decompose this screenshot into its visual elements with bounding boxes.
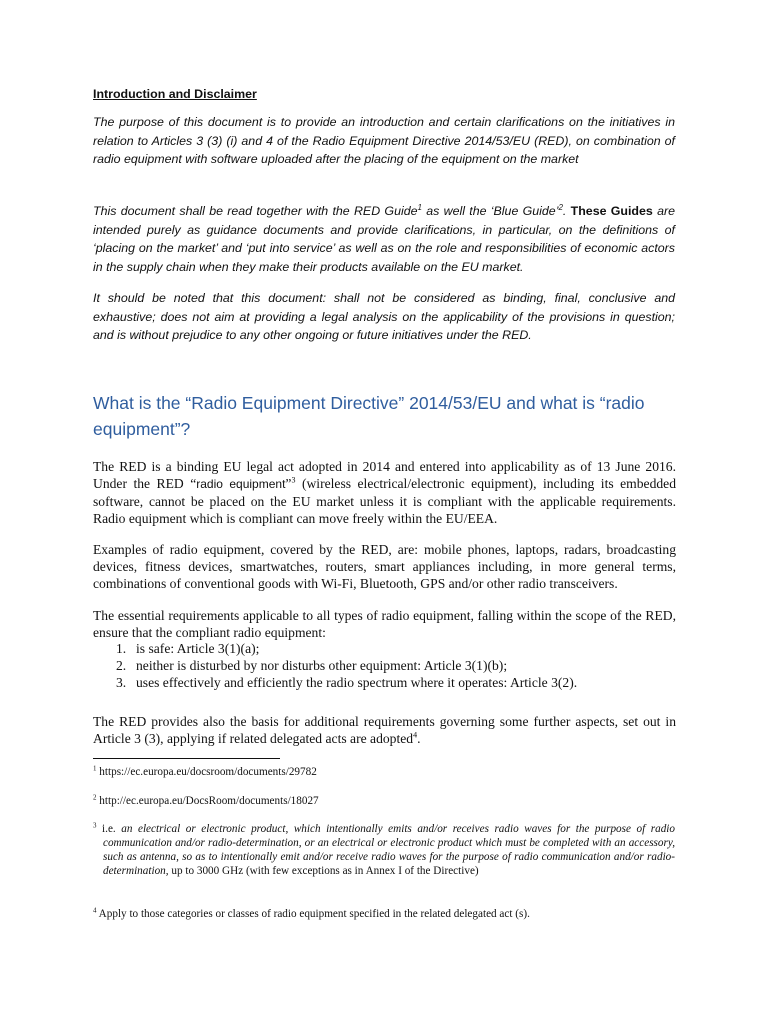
body-paragraph-additional <box>93 713 676 747</box>
section-heading: What is the “Radio Equipment Directive” 2014/53/EU and what is “radio equipment”? <box>93 393 645 439</box>
text-span: The RED is a binding EU legal act adopted in 2014 and entered into applicability as of 13 June 2016. Under the RED “ <box>93 459 676 491</box>
text-span: The RED provides also the basis for additional requirements governing some further aspects, set out in Article 3 (3), applying if related delegated acts are adopted <box>93 714 676 746</box>
text-span: as well the ‘Blue Guide’ <box>421 204 559 218</box>
list-text: uses effectively and efficiently the radio spectrum where it operates: Article 3(2). <box>136 675 578 690</box>
footnote-ref-4: 4 <box>413 730 418 740</box>
list-item <box>93 640 653 657</box>
footnote-link[interactable]: http://ec.europa.eu/DocsRoom/documents/18027 <box>96 795 319 807</box>
footnote-3 <box>93 822 675 878</box>
list-number: 1. <box>116 641 127 656</box>
term-radio-equipment: radio equipment <box>196 477 286 491</box>
text-span: . <box>417 731 421 746</box>
text-span: ” <box>285 476 292 491</box>
intro-title: Introduction and Disclaimer <box>93 87 257 101</box>
footnote-number: 2 <box>93 793 97 802</box>
list-number: 3. <box>116 675 127 690</box>
footnote-2 <box>93 794 675 808</box>
list-text: neither is disturbed by nor disturbs other equipment: Article 3(1)(b); <box>136 658 508 673</box>
footnote-ref-2: 2 <box>558 202 563 212</box>
intro-paragraph-guides <box>93 202 675 276</box>
footnote-1 <box>93 765 675 779</box>
footnote-ref-1: 1 <box>417 202 422 212</box>
text-span: (wireless electrical/electronic equipment), including its embedded software, cannot be placed on the EU market unless it is compliant with the applicable requirements. Radio equipment which is compliant can move freely within the EU/EEA. <box>93 476 676 526</box>
text-span: are intended purely as guidance documents and provide clarifications, in particular, on the definitions of ‘placing on the market’ and ‘put into service’ as well as on the role and responsibilities of economic actors in the supply chain when they make their products available on the EU market. <box>93 204 675 274</box>
body-paragraph-examples: Examples of radio equipment, covered by the RED, are: mobile phones, laptops, radars, broadcasting devices, fitness devices, smartwatches, routers, smart appliances including, in more general terms, combinations of conventional goods with Wi-Fi, Bluetooth, GPS and/or other radio transceivers. <box>93 542 676 591</box>
text-span: This document shall be read together with the RED Guide <box>93 204 418 218</box>
list-text: is safe: Article 3(1)(a); <box>136 641 260 656</box>
footnote-divider <box>93 758 280 759</box>
footnote-number: 1 <box>93 764 97 773</box>
text-span: i.e. <box>96 823 122 835</box>
text-span: Apply to those categories or classes of radio equipment specified in the related delegated act (s). <box>96 908 530 920</box>
footnote-link[interactable]: https://ec.europa.eu/docsroom/documents/29782 <box>96 766 317 778</box>
text-span: up to 3000 GHz (with few exceptions as in Annex I of the Directive) <box>168 865 479 877</box>
text-span: . <box>562 204 571 218</box>
footnote-3-body <box>93 822 675 878</box>
intro-paragraph-purpose: The purpose of this document is to provide an introduction and certain clarifications on the initiatives in relation to Articles 3 (3) (i) and 4 of the Radio Equipment Directive 2014/53/EU (RED), on combination of radio equipment with software uploaded after the placing of the equipment on the market <box>93 115 675 167</box>
text-bold: These Guides <box>570 204 653 218</box>
footnote-definition: an electrical or electronic product, which intentionally emits and/or receives radio waves for the purpose of radio communication and/or radio-determination, or an electrical or electronic product which must be completed with an accessory, such as antenna, so as to intentionally emit and/or receive radio waves for the purpose of radio communication and/or radio-determination, <box>103 823 675 877</box>
list-number: 2. <box>116 658 127 673</box>
footnote-4 <box>93 907 675 921</box>
footnote-number: 4 <box>93 906 97 915</box>
body-paragraph-red <box>93 458 676 527</box>
requirements-list <box>93 640 653 691</box>
list-item <box>93 674 653 691</box>
footnote-number: 3 <box>93 821 97 830</box>
footnote-ref-3: 3 <box>291 475 296 485</box>
intro-paragraph-disclaimer: It should be noted that this document: shall not be considered as binding, final, conclusive and exhaustive; does not aim at providing a legal analysis on the applicability of the provisions in question; and is without prejudice to any other ongoing or future initiatives under the RED. <box>93 291 675 343</box>
body-paragraph-requirements: The essential requirements applicable to all types of radio equipment, falling within the scope of the RED, ensure that the compliant radio equipment: <box>93 608 676 640</box>
list-item <box>93 657 653 674</box>
